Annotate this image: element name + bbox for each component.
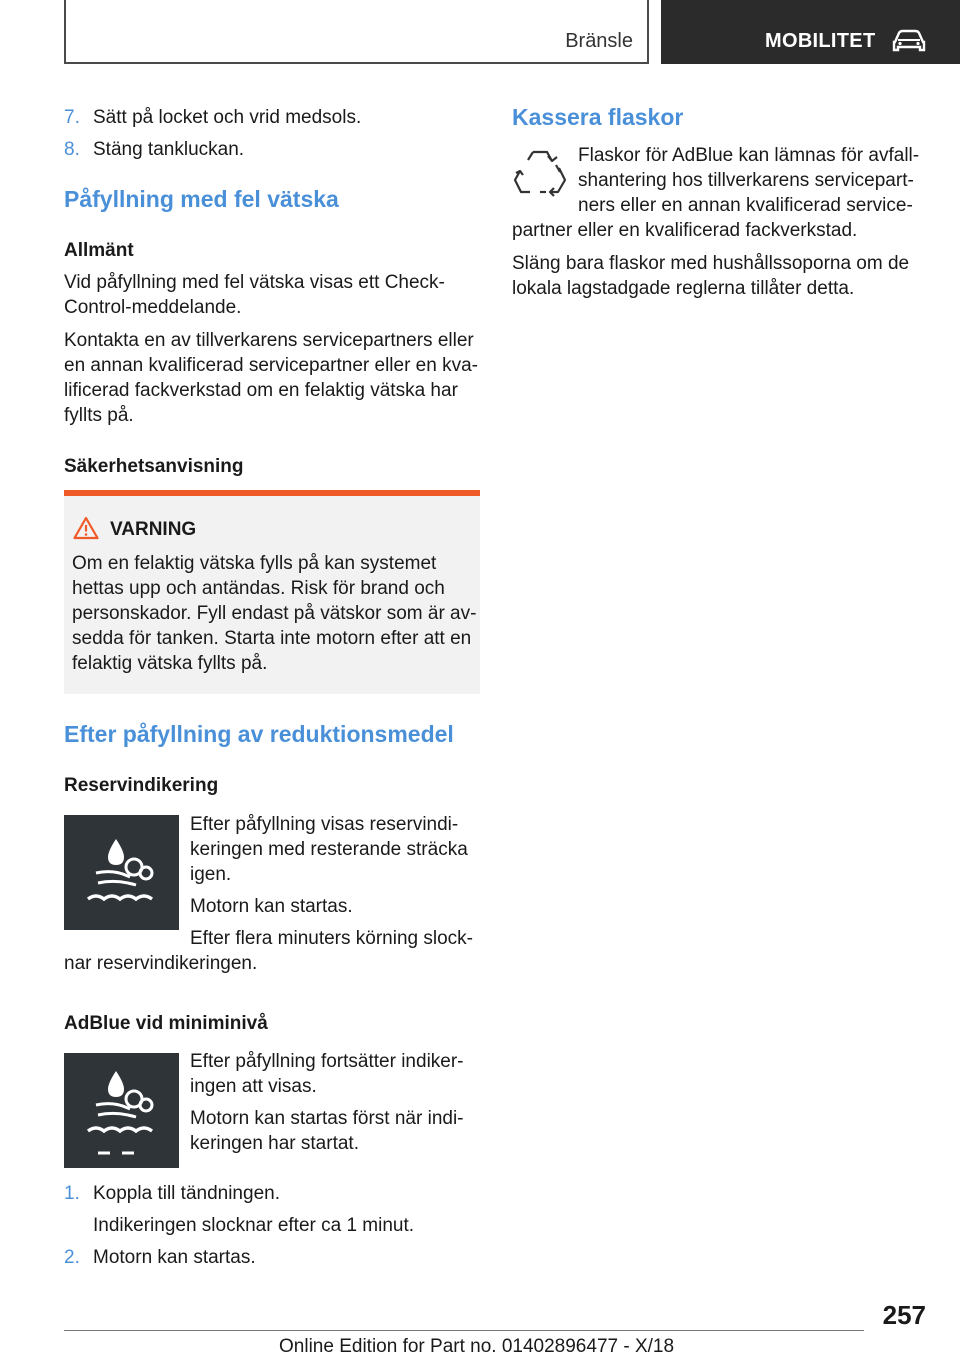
step-text: Motorn kan startas. [93,1247,256,1268]
paragraph-line: nar reservindikeringen. [64,953,258,974]
car-icon [891,28,927,54]
step-number: 7. [64,107,80,128]
step-text: Koppla till tändningen. [93,1183,280,1204]
step-text: Stäng tankluckan. [93,139,245,160]
header-section-tab [64,0,649,64]
warning-triangle-icon [73,516,99,540]
heading-minimum: AdBlue vid miniminivå [64,1013,268,1034]
warning-line: felaktig vätska fyllts på. [72,653,268,674]
warning-line: hettas upp och antändas. Risk för brand och [72,578,445,599]
paragraph-line: keringen med resterande sträcka [190,839,468,860]
recycle-icon [514,146,566,200]
step-text: Sätt på locket och vrid medsols. [93,107,362,128]
paragraph-line: Kontakta en av tillverkarens servicepartners eller [64,330,474,351]
paragraph-line: Släng bara flaskor med hushållssoporna om de [512,253,910,274]
paragraph-line: Efter flera minuters körning slock- [190,928,473,949]
paragraph-line: ners eller en annan kvalificerad service- [578,195,913,216]
header-chapter-tab [661,0,960,64]
warning-line: Om en felaktig vätska fylls på kan systemet [72,553,437,574]
paragraph-line: en annan kvalificerad servicepartner eller en kva- [64,355,478,376]
page-number: 257 [882,1300,926,1330]
paragraph-line: Motorn kan startas först när indi- [190,1108,464,1129]
step-subtext: Indikeringen slocknar efter ca 1 minut. [93,1215,415,1236]
paragraph-line: Efter påfyllning visas reservindi- [190,814,459,835]
warning-title: VARNING [110,519,197,540]
paragraph-line: Efter påfyllning fortsätter indiker- [190,1051,464,1072]
paragraph-line: keringen har startat. [190,1133,359,1154]
footer-divider [64,1330,864,1331]
paragraph-line: Motorn kan startas. [190,896,353,917]
heading-after-refill: Efter påfyllning av reduktionsmedel [64,721,454,747]
paragraph-line: lokala lagstadgade reglerna tillåter detta. [512,278,855,299]
warning-line: sedda för tanken. Starta inte motorn efter att en [72,628,472,649]
step-number: 8. [64,139,80,160]
paragraph-line: partner eller en kvalificerad fackverkstad. [512,220,858,241]
paragraph-line: Flaskor för AdBlue kan lämnas för avfall- [578,145,920,166]
heading-wrong-fluid: Påfyllning med fel vätska [64,186,339,212]
paragraph-line: Control-meddelande. [64,297,242,318]
warning-box [64,496,480,694]
paragraph-line: igen. [190,864,232,885]
heading-reserve: Reservindikering [64,775,219,796]
heading-safety: Säkerhetsanvisning [64,456,244,477]
paragraph-line: ingen att visas. [190,1076,317,1097]
paragraph-line: fyllts på. [64,405,134,426]
step-number: 2. [64,1247,80,1268]
header-section-label: Bränsle [565,30,633,52]
paragraph-line: shantering hos tillverkarens servicepart- [578,170,914,191]
header-chapter-label: MOBILITET [765,30,876,52]
step-number: 1. [64,1183,80,1204]
paragraph-line: lificerad fackverkstad om en felaktig vätska har [64,380,458,401]
adblue-minimum-indicator-icon [64,1053,179,1168]
warning-line: personskador. Fyll endast på vätskor som är av- [72,603,477,624]
adblue-reserve-indicator-icon [64,815,179,930]
heading-dispose: Kassera flaskor [512,104,684,130]
footer-edition: Online Edition for Part no. 01402896477 - X/18 [279,1336,675,1357]
paragraph-line: Vid påfyllning med fel vätska visas ett Check- [64,272,445,293]
heading-general: Allmänt [64,240,134,261]
